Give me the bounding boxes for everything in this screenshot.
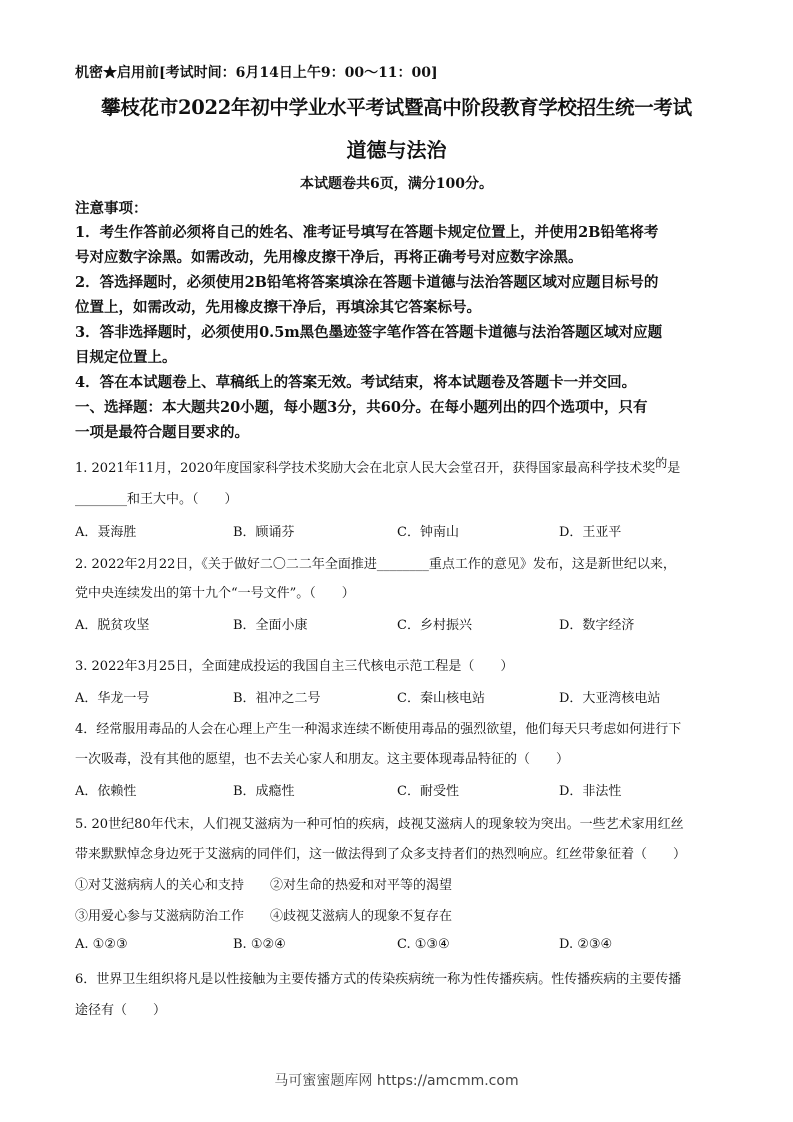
option-d[interactable]: D．数字经济	[559, 618, 635, 633]
question-text: 途径有（ ）	[75, 1003, 167, 1018]
option-a[interactable]: A．脱贫攻坚	[75, 618, 150, 633]
subject-title: 道德与法治	[346, 138, 447, 162]
question-text: ________和王大中。（ ）	[75, 492, 238, 507]
option-b[interactable]: B．全面小康	[233, 618, 308, 633]
option-b[interactable]: B．顾诵芬	[233, 525, 295, 540]
section-heading: 一、选择题：本大题共20小题，每小题3分，共60分。在每小题列出的四个选项中，只有	[75, 399, 648, 416]
option-c[interactable]: C．乡村振兴	[397, 618, 472, 633]
watermark-footer: 马可蜜蜜题库网 https://amcmm.com	[274, 1073, 519, 1089]
option-a[interactable]: A．聂海胜	[75, 525, 137, 540]
question-statement: ①对艾滋病病人的关心和支持 ②对生命的热爱和对平等的渴望	[75, 878, 453, 893]
option-c[interactable]: C．秦山核电站	[397, 691, 485, 706]
question-text: 2. 2022年2月22日，《关于做好二〇二二年全面推进________重点工作的意见》发布，这是新世纪以来，	[75, 557, 676, 572]
exam-subtitle: 本试题卷共6页，满分100分。	[300, 176, 493, 192]
question-text: 是	[667, 461, 681, 476]
superscript-char: 的	[655, 456, 668, 470]
question-text: 1. 2021年11月，2020年度国家科学技术奖励大会在北京人民大会堂召开，获得国家最高科学技术奖	[75, 461, 656, 476]
notice-line: 2．答选择题时，必须使用2B铅笔将答案填涂在答题卡道德与法治答题区域对应题目标号的	[75, 274, 659, 291]
confidential-header: 机密★启用前[考试时间：6月14日上午9：00～11：00]	[75, 65, 438, 81]
option-d[interactable]: D. ②③④	[559, 937, 613, 952]
question-statement: ③用爱心参与艾滋病防治工作 ④歧视艾滋病人的现象不复存在	[75, 909, 453, 924]
option-a[interactable]: A. ①②③	[75, 937, 128, 952]
question-text: 4．经常服用毒品的人会在心理上产生一种渴求连续不断使用毒品的强烈欲望，他们每天只考虑如何进行下	[75, 722, 682, 737]
question-5-options	[75, 937, 715, 957]
option-d[interactable]: D．王亚平	[559, 525, 622, 540]
notice-line: 号对应数字涂黑。如需改动，先用橡皮擦干净后，再将正确考号对应数字涂黑。	[75, 249, 583, 266]
option-b[interactable]: B．祖冲之二号	[233, 691, 321, 706]
notice-line: 4．答在本试题卷上、草稿纸上的答案无效。考试结束，将本试题卷及答题卡一并交回。	[75, 374, 637, 391]
option-c[interactable]: C．耐受性	[397, 784, 459, 799]
question-text: 带来默默悼念身边死于艾滋病的同伴们，这一做法得到了众多支持者们的热烈响应。红丝带象征着（ ）	[75, 847, 687, 862]
option-a[interactable]: A．依赖性	[75, 784, 137, 799]
question-3-options	[75, 687, 715, 707]
question-1-options	[75, 521, 715, 541]
option-b[interactable]: B．成瘾性	[233, 784, 295, 799]
notice-line: 1．考生作答前必须将自己的姓名、准考证号填写在答题卡规定位置上，并使用2B铅笔将考	[75, 224, 659, 241]
question-1-stem	[75, 457, 680, 476]
option-a[interactable]: A．华龙一号	[75, 691, 150, 706]
question-text: 5. 20世纪80年代末，人们视艾滋病为一种可怕的疾病，歧视艾滋病人的现象较为突出。一些艺术家用红丝	[75, 817, 684, 832]
question-text: 一次吸毒，没有其他的愿望，也不去关心家人和朋友。这主要体现毒品特征的（ ）	[75, 752, 570, 767]
question-4-options	[75, 780, 715, 800]
question-2-options	[75, 614, 715, 634]
question-text: 6．世界卫生组织将凡是以性接触为主要传播方式的传染疾病统一称为性传播疾病。性传播疾病的主要传播	[75, 972, 682, 987]
notice-line: 位置上，如需改动，先用橡皮擦干净后，再填涂其它答案标号。	[75, 299, 481, 316]
notice-line: 3．答非选择题时，必须使用0.5m黑色墨迹签字笔作答在答题卡道德与法治答题区域对应题	[75, 324, 663, 341]
option-c[interactable]: C．钟南山	[397, 525, 459, 540]
question-text: 3. 2022年3月25日，全面建成投运的我国自主三代核电示范工程是（ ）	[75, 659, 514, 674]
notice-heading: 注意事项：	[75, 200, 148, 217]
option-c[interactable]: C. ①③④	[397, 937, 450, 952]
question-text: 党中央连续发出的第十九个“一号文件”。（ ）	[75, 586, 355, 601]
section-heading: 一项是最符合题目要求的。	[75, 424, 249, 441]
notice-line: 目规定位置上。	[75, 349, 177, 366]
exam-title: 攀枝花市2022年初中学业水平考试暨高中阶段教育学校招生统一考试	[101, 96, 692, 119]
option-d[interactable]: D．非法性	[559, 784, 622, 799]
option-b[interactable]: B. ①②④	[233, 937, 286, 952]
option-d[interactable]: D．大亚湾核电站	[559, 691, 661, 706]
